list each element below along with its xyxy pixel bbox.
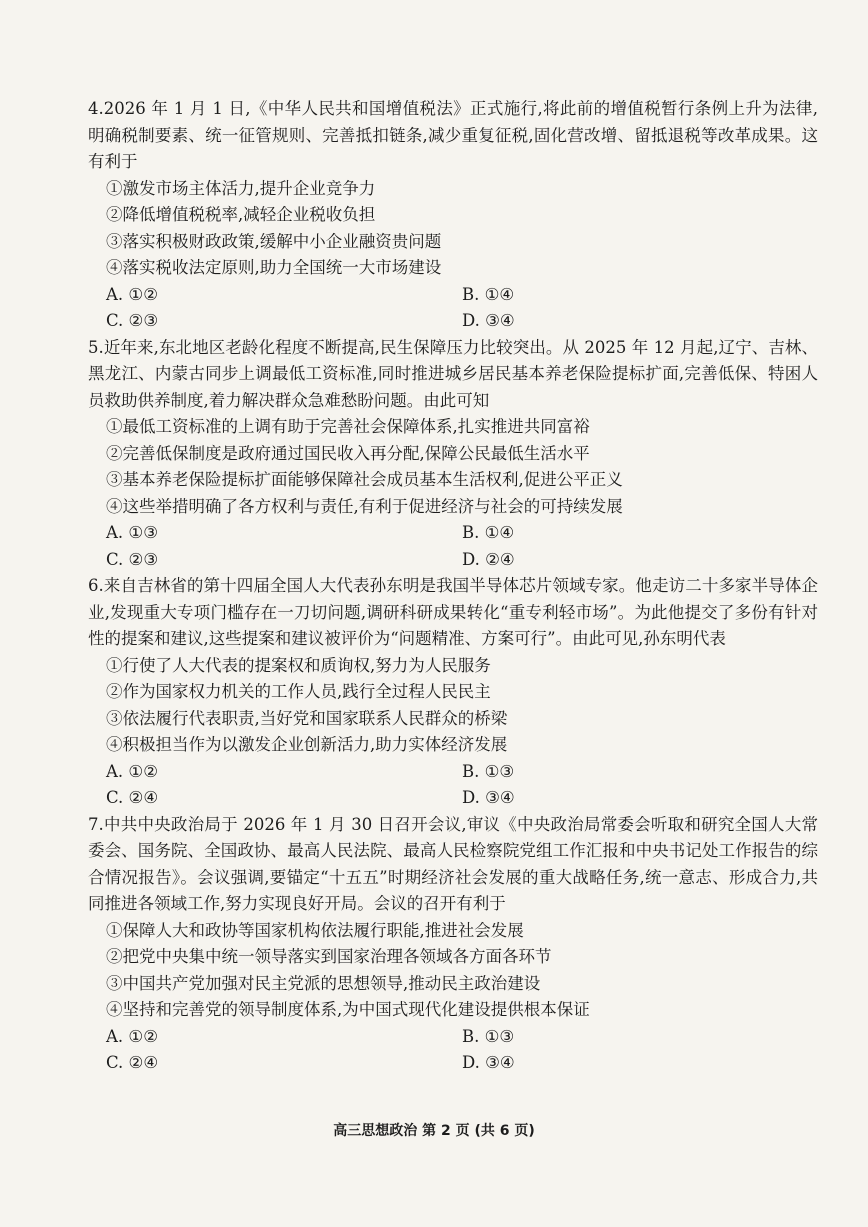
option-a: A. ①③ (106, 523, 158, 542)
option-a: A. ①② (106, 761, 158, 781)
option-b: B. ①③ (462, 761, 515, 781)
question-text: 来自吉林省的第十四届全国人大代表孙东明是我国半导体芯片领域专家。他走访二十多家半导体企业,发现重大专项门槛存在一刀切问题,调研科研成果转化“重专利轻市场”。为此他提交了多份有针对性的提案和建议,这些提案和建议被评价为“问题精准、方案可行”。由此可见,孙东明代表 (88, 576, 818, 648)
question-stem (88, 335, 818, 415)
question-stem (88, 96, 818, 176)
option-b: B. ①③ (462, 1026, 515, 1046)
statement-3: ③基本养老保险提标扩面能够保障社会成员基本生活权利,促进公平正义 (106, 470, 623, 489)
question-number: 5. (88, 337, 104, 357)
option-b: B. ①④ (462, 284, 515, 304)
statement-3: ③依法履行代表职责,当好党和国家联系人民群众的桥梁 (106, 708, 508, 728)
statement-4: ④这些举措明确了各方权利与责任,有利于促进经济与社会的可持续发展 (106, 496, 623, 516)
question-7 (88, 812, 818, 1077)
statement-2: ②把党中央集中统一领导落实到国家治理各领域各方面各环节 (106, 947, 552, 966)
statement-3: ③落实积极财政政策,缓解中小企业融资贵问题 (106, 231, 442, 251)
statement-2: ②完善低保制度是政府通过国民收入再分配,保障公民最低生活水平 (106, 443, 590, 463)
question-stem (88, 573, 818, 653)
option-c: C. ②④ (106, 1053, 159, 1072)
statement-4: ④落实税收法定原则,助力全国统一大市场建设 (106, 258, 442, 277)
statement-1: ①激发市场主体活力,提升企业竞争力 (106, 178, 376, 198)
option-d: D. ③④ (462, 1053, 515, 1072)
answer-options (88, 282, 818, 335)
question-4 (88, 96, 818, 335)
question-text: 近年来,东北地区老龄化程度不断提高,民生保障压力比较突出。从 2025 年 12 月起,辽宁、吉林、黑龙江、内蒙古同步上调最低工资标准,同时推进城乡居民基本养老保险提标扩面,完善低保、特困人员救助供养制度,着力解决群众急难愁盼问题。由此可知 (88, 337, 818, 410)
answer-options (88, 520, 818, 573)
statement-2: ②作为国家权力机关的工作人员,践行全过程人民民主 (106, 682, 491, 701)
option-d: D. ③④ (462, 788, 515, 807)
option-d: D. ②④ (462, 549, 515, 569)
statement-1: ①行使了人大代表的提案权和质询权,努力为人民服务 (106, 655, 491, 675)
option-c: C. ②④ (106, 788, 159, 807)
statement-1: ①保障人大和政协等国家机构依法履行职能,推进社会发展 (106, 920, 524, 940)
question-number: 6. (88, 576, 104, 595)
statement-4: ④坚持和完善党的领导制度体系,为中国式现代化建设提供根本保证 (106, 1000, 590, 1019)
question-number: 7. (88, 814, 104, 834)
question-stem (88, 812, 818, 918)
option-c: C. ②③ (106, 311, 159, 330)
option-b: B. ①④ (462, 523, 515, 542)
statement-4: ④积极担当作为以激发企业创新活力,助力实体经济发展 (106, 735, 508, 754)
statement-1: ①最低工资标准的上调有助于完善社会保障体系,扎实推进共同富裕 (106, 417, 590, 436)
answer-options (88, 759, 818, 812)
answer-options (88, 1024, 818, 1077)
question-list (88, 96, 818, 1077)
question-text: 2026 年 1 月 1 日,《中华人民共和国增值税法》正式施行,将此前的增值税暂行条例上升为法律,明确税制要素、统一征管规则、完善抵扣链条,减少重复征税,固化营改增、留抵退税等改革成果。这有利于 (88, 99, 818, 171)
question-6 (88, 573, 818, 812)
question-text: 中共中央政治局于 2026 年 1 月 30 日召开会议,审议《中央政治局常委会听取和研究全国人大常委会、国务院、全国政协、最高人民法院、最高人民检察院党组工作汇报和中央书记处工作报告的综合情况报告》。会议强调,要锚定“十五五”时期经济社会发展的重大战略任务,统一意志、形成合力,共同推进各领域工作,努力实现良好开局。会议的召开有利于 (88, 814, 818, 913)
question-5 (88, 335, 818, 574)
statement-2: ②降低增值税税率,减轻企业税收负担 (106, 205, 376, 224)
option-a: A. ①② (106, 1026, 158, 1046)
question-number: 4. (88, 99, 104, 118)
option-a: A. ①② (106, 284, 158, 304)
statement-3: ③中国共产党加强对民主党派的思想领导,推动民主政治建设 (106, 973, 541, 993)
option-c: C. ②③ (106, 549, 159, 569)
option-d: D. ③④ (462, 311, 515, 330)
page-footer: 高三思想政治 第 2 页 (共 6 页) (333, 1123, 535, 1139)
